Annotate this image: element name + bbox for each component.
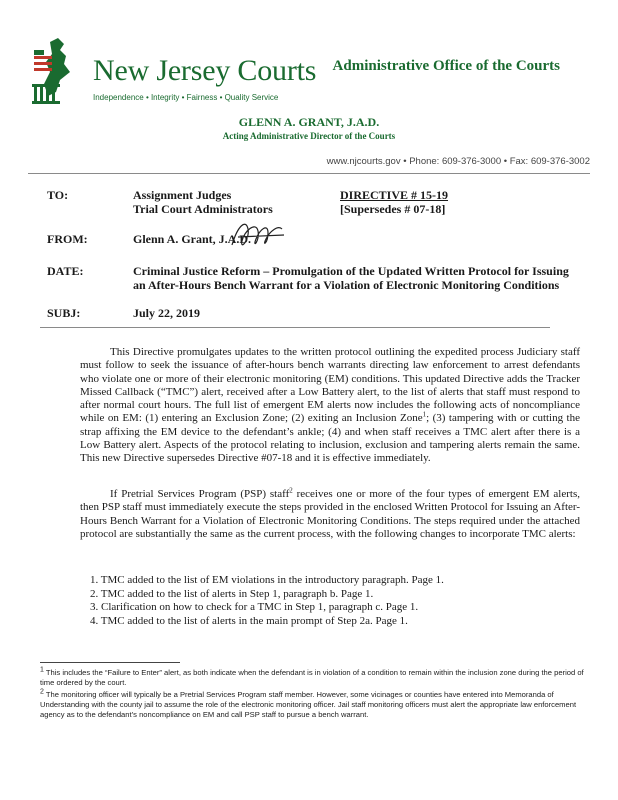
nj-courts-logo [30,32,317,112]
from-value: Glenn A. Grant, J.A.D. [133,232,252,246]
subj-label: SUBJ: [47,306,81,320]
p2-text-a: If Pretrial Services Program (PSP) staff [110,488,290,500]
list-item: 3. Clarification on how to check for a TMC in Step 1, paragraph c. Page 1. [90,601,419,613]
paragraph-1 [80,346,580,466]
footnote-1-text: This includes the “Failure to Enter” alert, as both indicate when the defendant is in violation of a condition to remain within the inclusion zone during the period of time ordered by the court. [40,668,584,687]
logo-tagline: Independence • Integrity • Fairness • Quality Service [93,93,279,102]
memo-divider [40,327,550,328]
p1-text-b: ; (3) tampering with or cutting the strap affixing the EM device to the defendant’s ankle; (4) and when staff receives a TMC alert after there is a Low Battery alert. Aspects of the protocol relating to inclusion, exclusion and tampering alerts remain the same. This new Directive supersedes Directive #07-18 and it is effective immediately. [80,412,580,465]
paragraph-2 [80,488,580,541]
p1-text-a: This Directive promulgates updates to the written protocol outlining the expedited process Judiciary staff must follow to seek the issuance of after-hours bench warrants directing law enforcement to arrest defendants who violate one or more of their electronic monitoring (EM) conditions. This updated Directive adds the Tracker Missed Callback (“TMC”) alert, received after a Low Battery alert, to the list of alerts that staff must respond to after normal court hours. The full list of emergent EM alerts now includes the following acts of noncompliance while on EM: (1) entering an Exclusion Zone; (2) exiting an Inclusion Zone [80,346,580,425]
office-title: Administrative Office of the Courts [332,58,560,74]
list-item: 2. TMC added to the list of alerts in Step 1, paragraph b. Page 1. [90,587,374,600]
date-label: DATE: [47,264,84,278]
list-item: 4. TMC added to the list of alerts in the main prompt of Step 2a. Page 1. [90,614,408,627]
footnote-2-mark: 2 [40,688,44,696]
subj-value: July 22, 2019 [133,306,201,320]
footnote-ref-1: 1 [422,410,427,419]
contact-line: www.njcourts.gov • Phone: 609-376-3000 • Fax: 609-376-3002 [326,156,590,167]
footnote-1 [40,668,588,688]
logo-name: New Jersey Courts [93,54,317,87]
director-block [0,115,618,141]
from-label: FROM: [47,232,88,246]
director-name: GLENN A. GRANT, J.A.D. [238,115,380,129]
to-line-2: Trial Court Administrators [133,202,273,216]
directive-number: DIRECTIVE # 15-19 [340,188,449,202]
footnote-2 [40,690,588,720]
footnote-1-mark: 1 [40,666,44,674]
changes-list [90,574,444,628]
date-value-line-2: an After-Hours Bench Warrant for a Violation of Electronic Monitoring Conditions [133,278,560,292]
footnote-2-text: The monitoring officer will typically be a Pretrial Services Program staff member. However, some vicinages or counties have entered into Memoranda of Understanding with the county jail to assume the role of the electronic monitoring officer. Jail staff monitoring officers must alert the appropriate law enforcement agency as to the defendant’s noncompliance on EM and call PSP staff to pursue a bench warrant. [40,690,577,719]
header-divider [28,173,590,174]
list-item: 1. TMC added to the list of EM violations in the introductory paragraph. Page 1. [90,574,444,586]
nj-flag-logo-icon [30,36,92,108]
director-title: Acting Administrative Director of the Courts [222,131,396,141]
to-line-1: Assignment Judges [133,188,232,202]
footnote-divider [40,662,180,663]
footnote-ref-2: 2 [289,486,293,495]
signature-icon [228,215,288,257]
to-label: TO: [47,188,69,202]
p2-text-b: receives one or more of the four types of emergent EM alerts, then PSP staff must immediately execute the steps provided in the enclosed Written Protocol for Issuing an After-Hours Bench Warrant for a Violation of Electronic Monitoring Conditions. The steps required under the attached protocol are substantially the same as the current process, with the following changes to incorporate TMC alerts: [80,488,580,540]
date-value-line-1: Criminal Justice Reform – Promulgation of the Updated Written Protocol for Issuing [133,264,569,278]
supersedes-note: [Supersedes # 07-18] [340,202,446,216]
